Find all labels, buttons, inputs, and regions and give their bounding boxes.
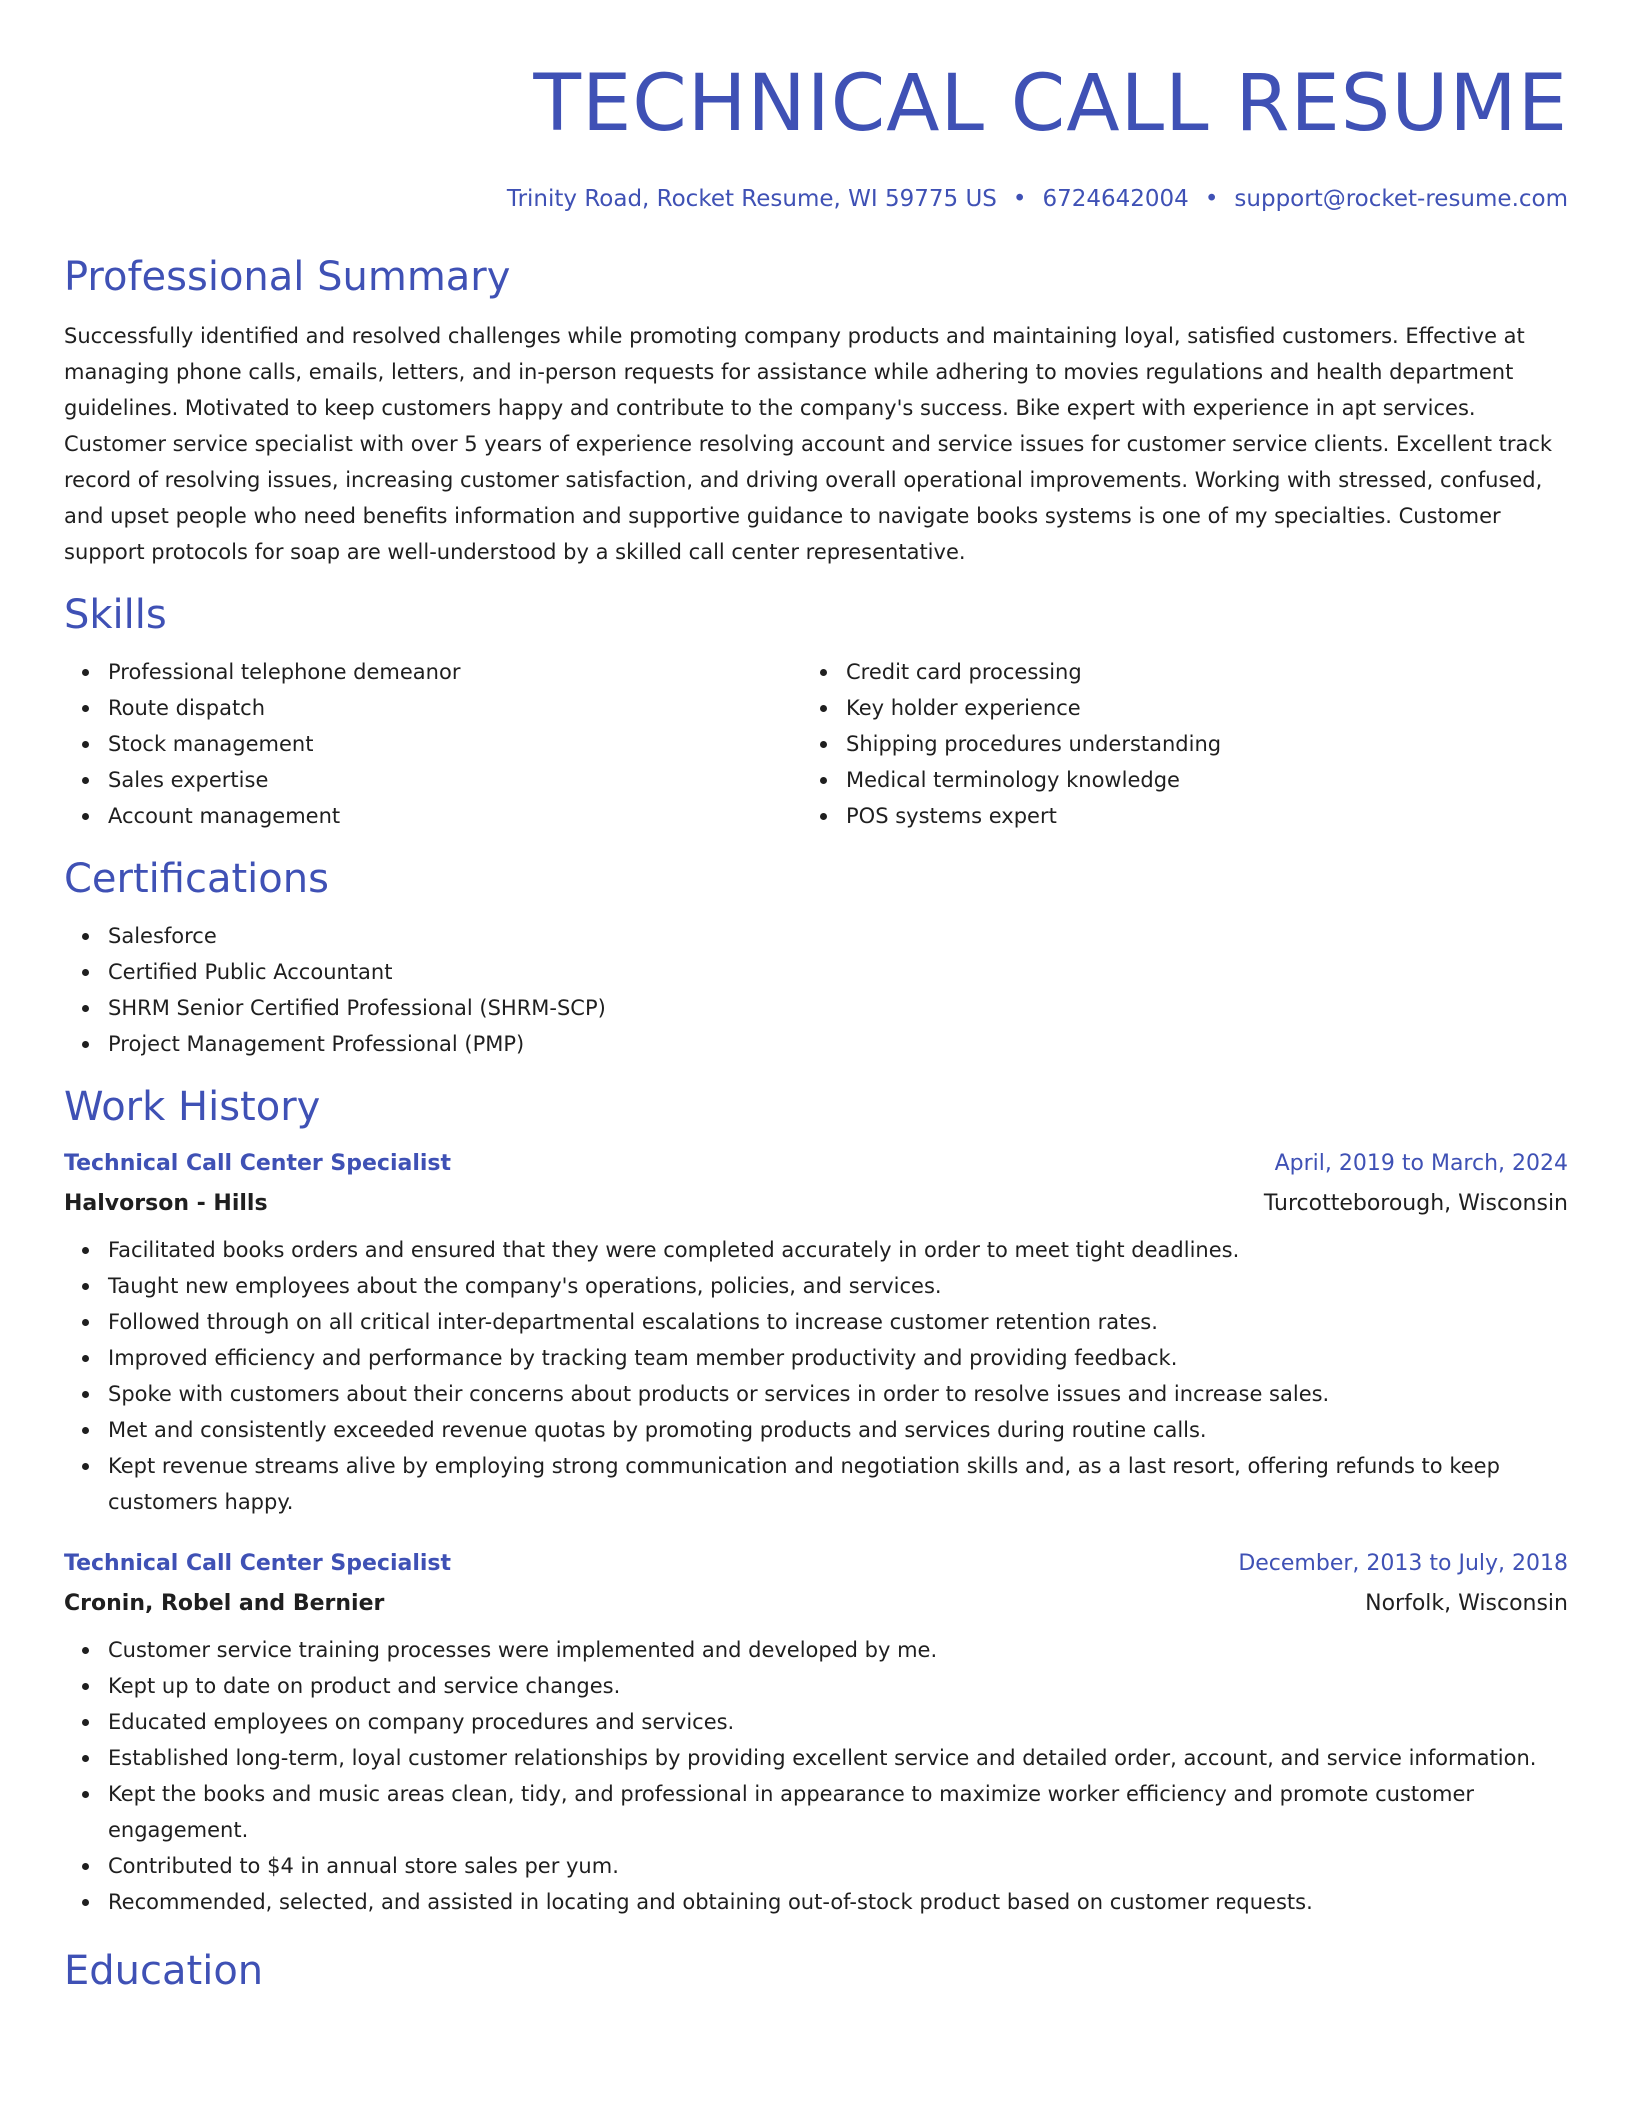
job-entry (64, 1148, 1568, 1520)
job-duty: Improved efficiency and performance by tracking team member productivity and providing feedback. (64, 1340, 1568, 1376)
contact-separator: • (1204, 186, 1219, 212)
skills-column-left (64, 654, 802, 834)
job-duty: Kept revenue streams alive by employing strong communication and negotiation skills and, as a last resort, offering refunds to keep customers happy. (64, 1448, 1568, 1520)
job-duty: Established long-term, loyal customer relationships by providing excellent service and detailed order, account, and service information. (64, 1740, 1568, 1776)
skills-heading: Skills (64, 592, 167, 638)
job-duties (64, 1632, 1568, 1920)
resume-title: TECHNICAL CALL RESUME (533, 59, 1568, 149)
skill-item: Key holder experience (802, 690, 1540, 726)
skill-item: Shipping procedures understanding (802, 726, 1540, 762)
job-employer: Halvorson - Hills (64, 1191, 268, 1216)
contact-line (64, 184, 1568, 214)
summary-text: Successfully identified and resolved challenges while promoting company products and maintaining loyal, satisfied customers. Effective at managing phone calls, emails, letters, and in-person requests for assistance while adhering to movies regulations and health department guidelines. Motivated to keep customers happy and contribute to the company's success. Bike expert with experience in apt services. Customer service specialist with over 5 years of experience resolving account and service issues for customer service clients. Excellent track record of resolving issues, increasing customer satisfaction, and driving overall operational improvements. Working with stressed, confused, and upset people who need benefits information and supportive guidance to navigate books systems is one of my specialties. Customer support protocols for soap are well-understood by a skilled call center representative. (64, 324, 1553, 564)
job-duty: Taught new employees about the company's operations, policies, and services. (64, 1268, 1568, 1304)
job-employer: Cronin, Robel and Bernier (64, 1591, 385, 1616)
job-duty: Kept up to date on product and service changes. (64, 1668, 1568, 1704)
job-duty: Kept the books and music areas clean, tidy, and professional in appearance to maximize worker efficiency and promote customer engagement. (64, 1776, 1568, 1848)
job-entry (64, 1548, 1568, 1920)
contact-address: Trinity Road, Rocket Resume, WI 59775 US (506, 186, 997, 212)
job-title: Technical Call Center Specialist (64, 1151, 452, 1176)
certification-item: Certified Public Accountant (64, 954, 1568, 990)
job-header (64, 1148, 1568, 1180)
education-heading: Education (64, 1948, 264, 1994)
job-duty: Recommended, selected, and assisted in locating and obtaining out-of-stock product based on customer requests. (64, 1884, 1568, 1920)
contact-separator: • (1012, 186, 1027, 212)
certifications-heading: Certifications (64, 856, 329, 902)
job-duty: Contributed to $4 in annual store sales per yum. (64, 1848, 1568, 1884)
job-duty: Educated employees on company procedures and services. (64, 1704, 1568, 1740)
certifications-list (64, 918, 1568, 1062)
job-subheader (64, 1588, 1568, 1620)
certification-item: Salesforce (64, 918, 1568, 954)
resume-header (64, 56, 1568, 214)
job-duty: Spoke with customers about their concerns about products or services in order to resolve issues and increase sales. (64, 1376, 1568, 1412)
job-subheader (64, 1188, 1568, 1220)
skill-item: Credit card processing (802, 654, 1540, 690)
job-location: Norfolk, Wisconsin (1365, 1591, 1568, 1616)
certification-item: SHRM Senior Certified Professional (SHRM-SCP) (64, 990, 1568, 1026)
skills-list (64, 654, 1568, 834)
skill-item: Sales expertise (64, 762, 802, 798)
work-history-heading: Work History (64, 1084, 321, 1130)
job-header (64, 1548, 1568, 1580)
job-duty: Met and consistently exceeded revenue quotas by promoting products and services during routine calls. (64, 1412, 1568, 1448)
summary-heading: Professional Summary (64, 254, 511, 300)
contact-phone: 6724642004 (1042, 186, 1189, 212)
job-title: Technical Call Center Specialist (64, 1551, 452, 1576)
contact-email: support@rocket-resume.com (1234, 186, 1568, 212)
skill-item: Route dispatch (64, 690, 802, 726)
skill-item: Professional telephone demeanor (64, 654, 802, 690)
job-duty: Customer service training processes were implemented and developed by me. (64, 1632, 1568, 1668)
job-duties (64, 1232, 1568, 1520)
job-duty: Facilitated books orders and ensured that they were completed accurately in order to meet tight deadlines. (64, 1232, 1568, 1268)
skills-column-right (802, 654, 1540, 834)
skill-item: POS systems expert (802, 798, 1540, 834)
job-location: Turcotteborough, Wisconsin (1263, 1191, 1568, 1216)
skill-item: Account management (64, 798, 802, 834)
job-dates: April, 2019 to March, 2024 (1274, 1151, 1568, 1176)
skill-item: Stock management (64, 726, 802, 762)
skill-item: Medical terminology knowledge (802, 762, 1540, 798)
job-dates: December, 2013 to July, 2018 (1238, 1551, 1568, 1576)
certification-item: Project Management Professional (PMP) (64, 1026, 1568, 1062)
job-duty: Followed through on all critical inter-departmental escalations to increase customer retention rates. (64, 1304, 1568, 1340)
